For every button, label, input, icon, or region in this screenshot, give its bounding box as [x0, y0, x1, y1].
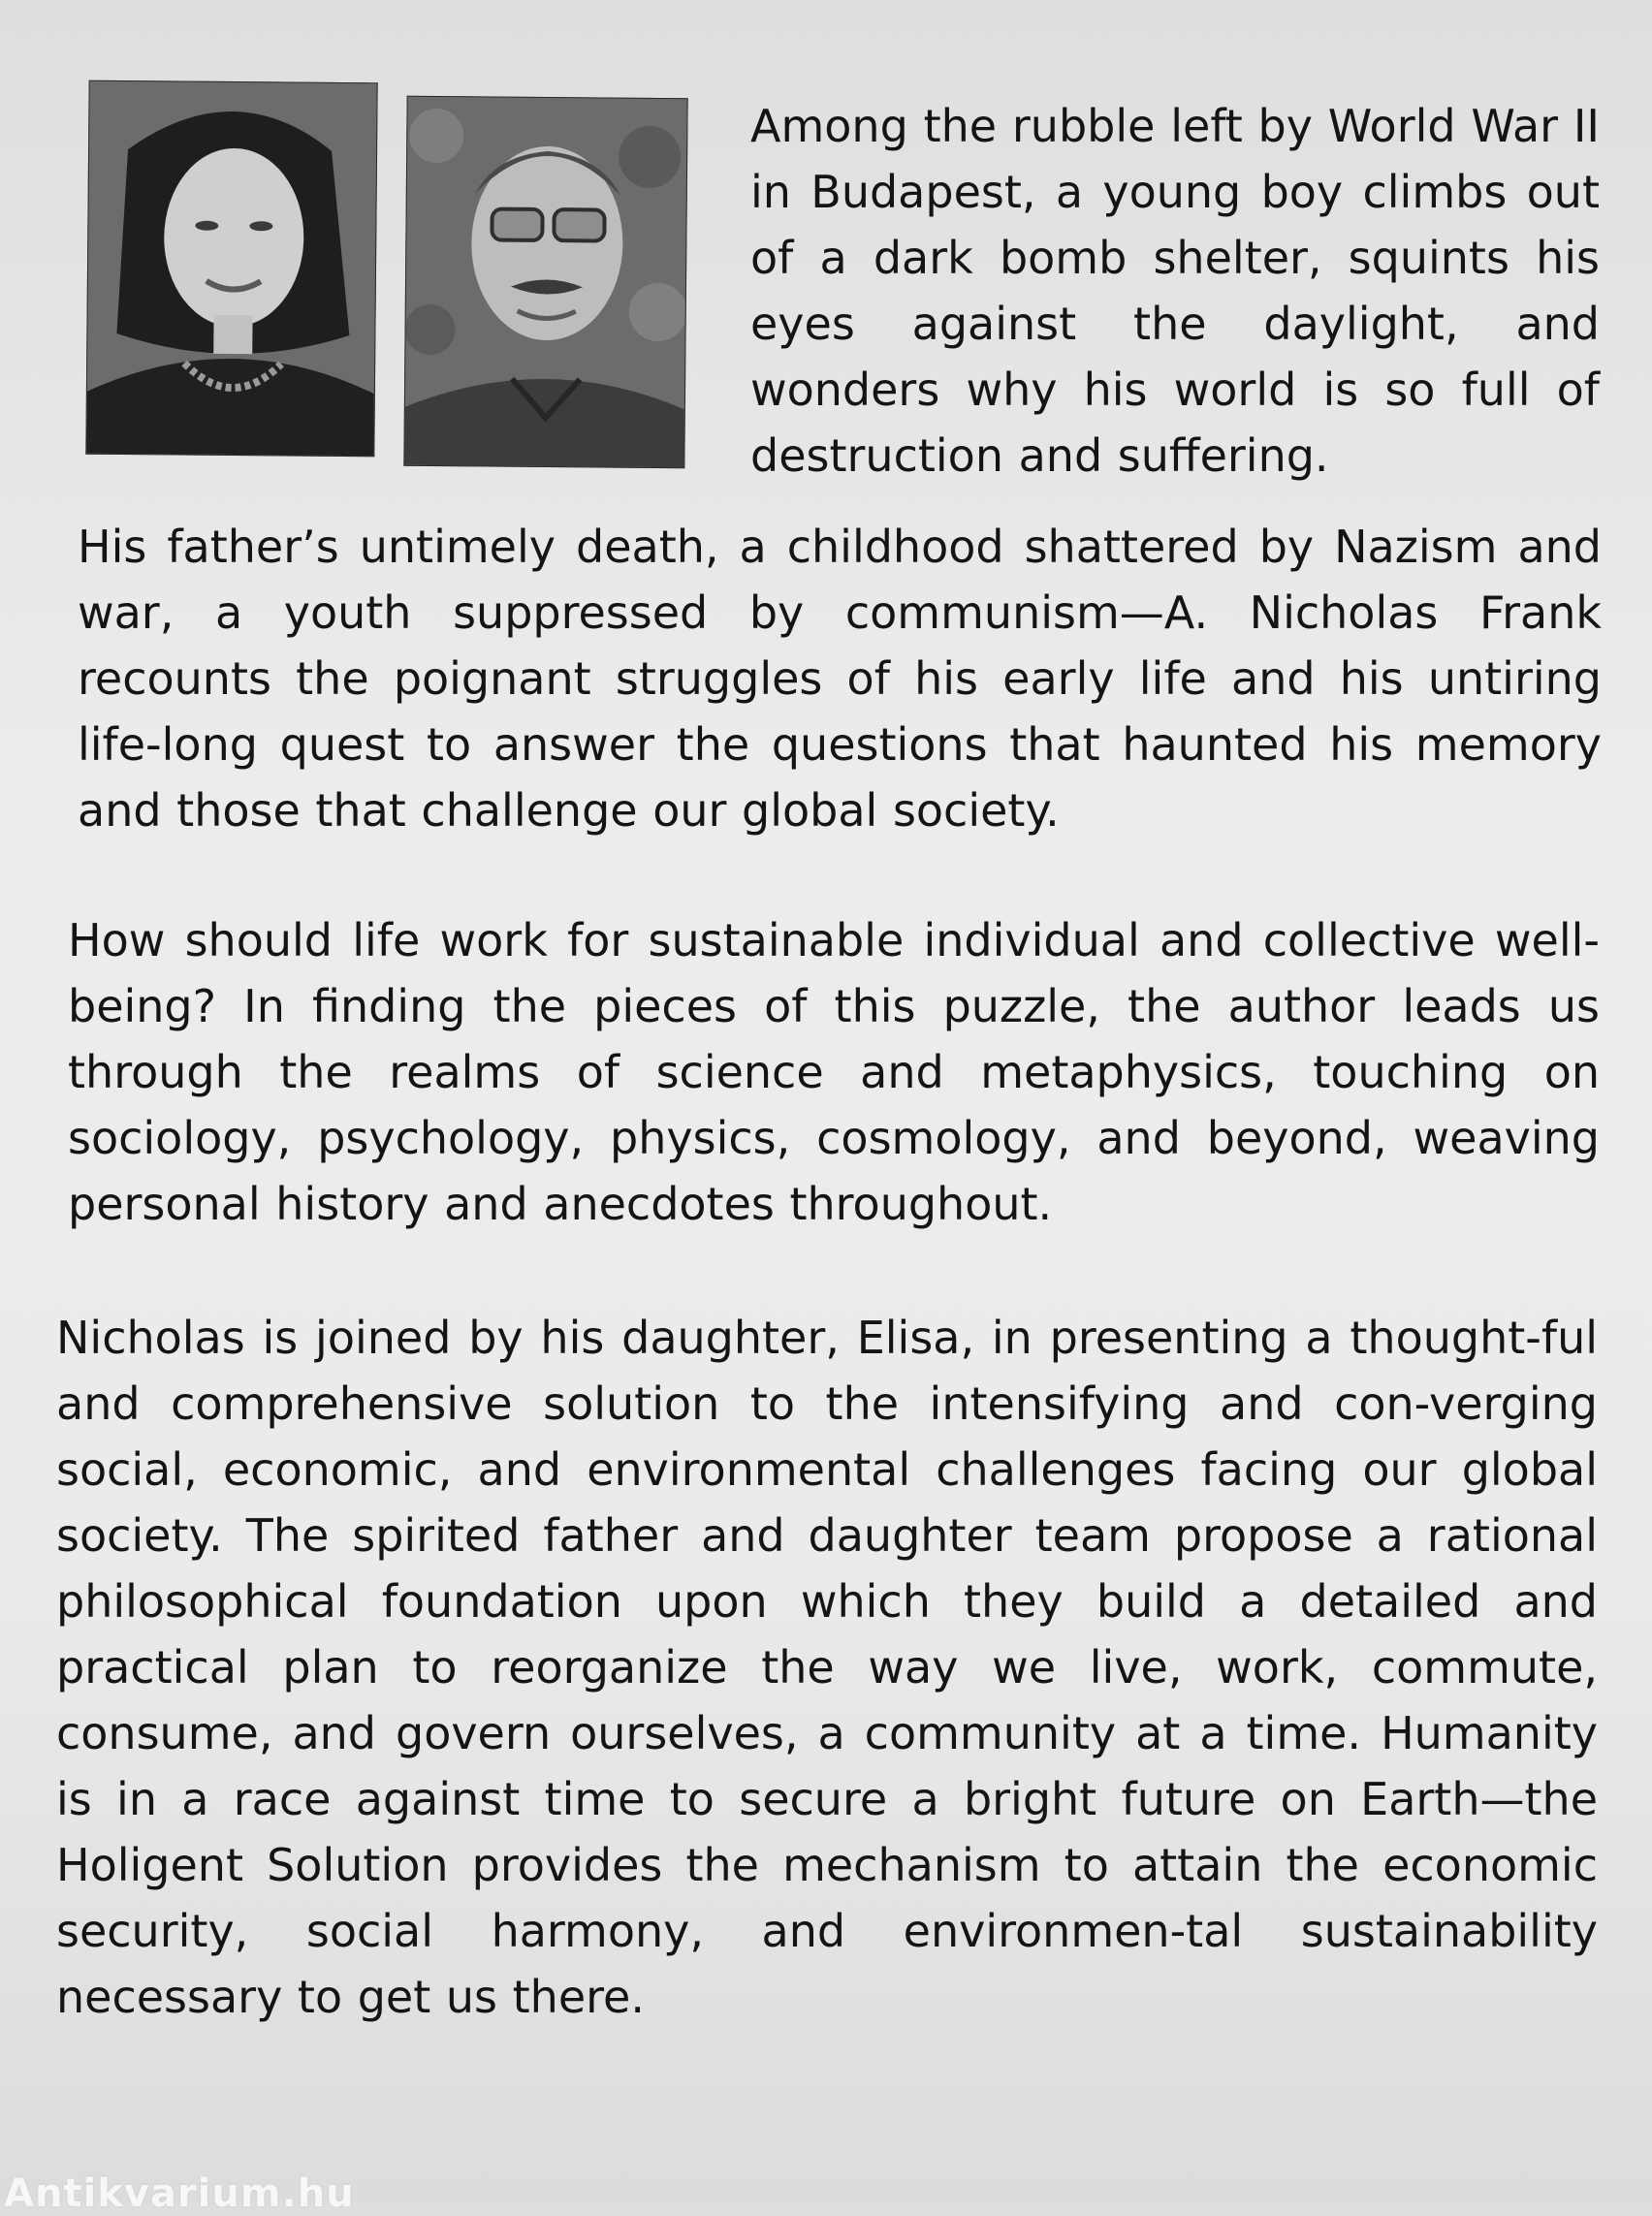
question-paragraph: How should life work for sustainable individual and collective well-being? In finding the pieces of this puzzle, the author leads us through the realms of science and metaphysics, touching on sociology, psychology, physics, cosmology, and beyond, weaving personal history and anecdotes throughout.	[68, 914, 1600, 1230]
intro-paragraph: Among the rubble left by World War II in Budapest, a young boy climbs out of a dark bomb shelter, squints his eyes against the daylight, and wonders why his world is so full of destruction and suffering.	[750, 100, 1600, 482]
portrait-man-image	[404, 97, 686, 467]
solution-paragraph: Nicholas is joined by his daughter, Elisa, in presenting a thought-ful and comprehensive solution to the intensifying and con-verging social, economic, and environmental challenges facing our global society. The spirited father and daughter team propose a rational philosophical foundation upon which they build a detailed and practical plan to reorganize the way we live, work, commute, consume, and govern ourselves, a community at a time. Humanity is in a race against time to secure a bright future on Earth—the Holigent Solution provides the mechanism to attain the economic security, social harmony, and environmen-tal sustainability necessary to get us there.	[56, 1312, 1598, 2023]
author-photo-elisa	[85, 80, 377, 458]
father-paragraph: His father’s untimely death, a childhood shattered by Nazism and war, a youth suppressed by communism—A. Nicholas Frank recounts the poignant struggles of his early life and his untiring life-long quest to answer the questions that haunted his memory and those that challenge our global society.	[78, 521, 1602, 837]
watermark-text: Antikvarium.hu	[4, 2171, 355, 2216]
portrait-woman-image	[86, 81, 376, 457]
author-photo-nicholas	[403, 96, 687, 469]
